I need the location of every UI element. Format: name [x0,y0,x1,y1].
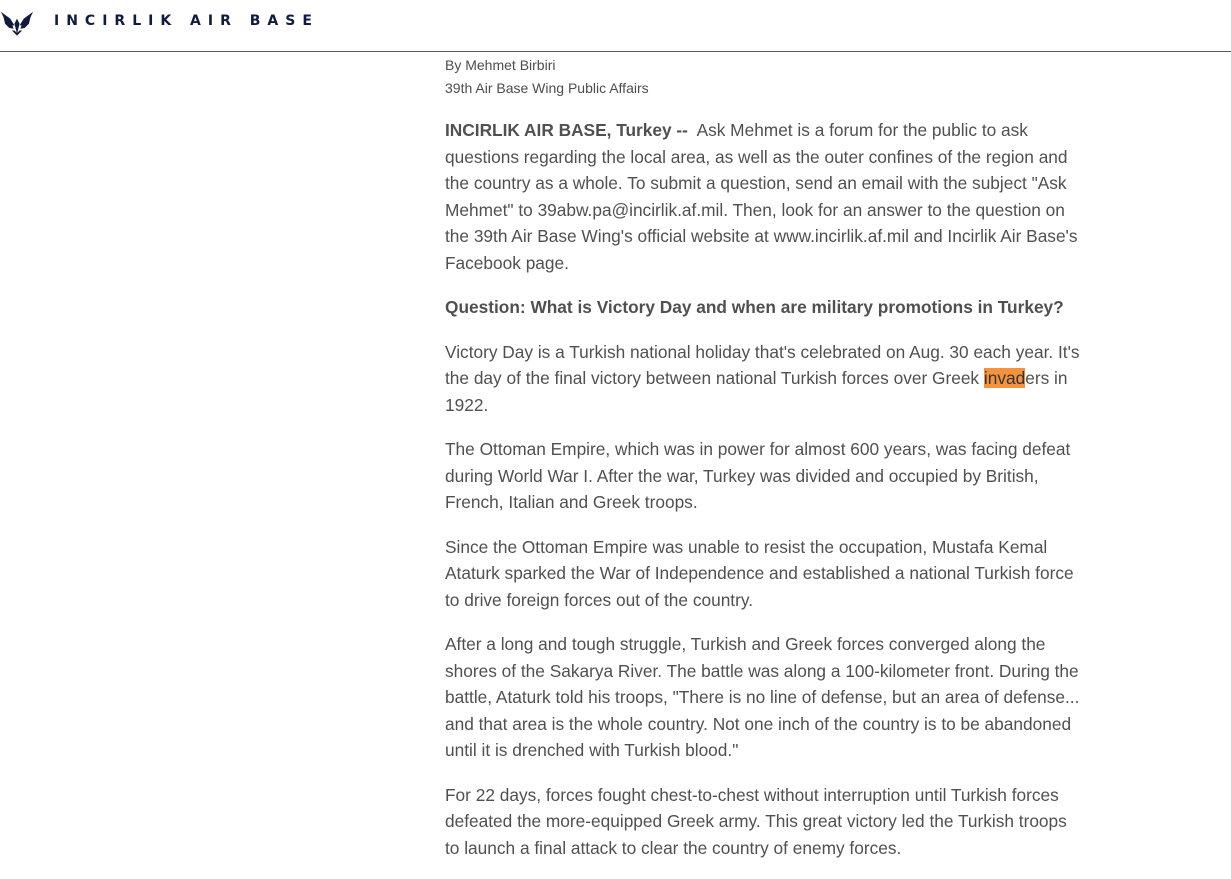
site-header [0,0,1231,52]
dateline: INCIRLIK AIR BASE, Turkey -- [445,120,688,140]
byline [445,54,649,100]
paragraph-5: For 22 days, forces fought chest-to-chest without interruption until Turkish forces defeated the more-equipped Greek army. This great victory led the Turkish troops to launch a final attack to clear the country of enemy forces. [445,784,1067,858]
paragraph-2: The Ottoman Empire, which was in power for almost 600 years, was facing defeat during World War I. After the war, Turkey was divided and occupied by British, French, Italian and Greek troops. [445,439,1071,512]
search-highlight: invad [983,368,1026,388]
intro-text: Ask Mehmet is a forum for the public to ask questions regarding the local area, as well as the outer confines of the region and the country as a whole. To submit a question, send an email with the subject "Ask Mehmet" to 39abw.pa@incirlik.af.mil. Then, look for an answer to the question on the 39th Air Base Wing's official website at www.incirlik.af.mil and Incirlik Air Base's Facebook page. [445,120,1078,273]
site-title[interactable]: INCIRLIK AIR BASE [54,13,319,29]
paragraph-1-tail: ers in 1922. [445,368,1068,415]
paragraph-4: After a long and tough struggle, Turkish and Greek forces converged along the shores of the Sakarya River. The battle was along a 100-kilometer front. During the battle, Ataturk told his troops, "There is no line of defense, but an area of defense... and that area is the whole country. Not one inch of the country is to be abandoned until it is drenched with Turkish blood." [445,634,1080,760]
paragraph-3: Since the Ottoman Empire was unable to resist the occupation, Mustafa Kemal Ataturk sparked the War of Independence and established a national Turkish force to drive foreign forces out of the country. [445,536,1074,610]
paragraph-1 [445,339,1085,419]
question-heading: Question: What is Victory Day and when are military promotions in Turkey? [445,297,1064,317]
intro-paragraph [445,117,1085,276]
author-org: 39th Air Base Wing Public Affairs [445,80,649,96]
air-force-wings-icon[interactable] [0,5,34,39]
author: By Mehmet Birbiri [445,57,556,73]
article-body [445,117,1085,879]
paragraph-1-text: Victory Day is a Turkish national holiday that's celebrated on Aug. 30 each year. It's the day of the final victory between national Turkish forces over Greek [445,341,1080,388]
